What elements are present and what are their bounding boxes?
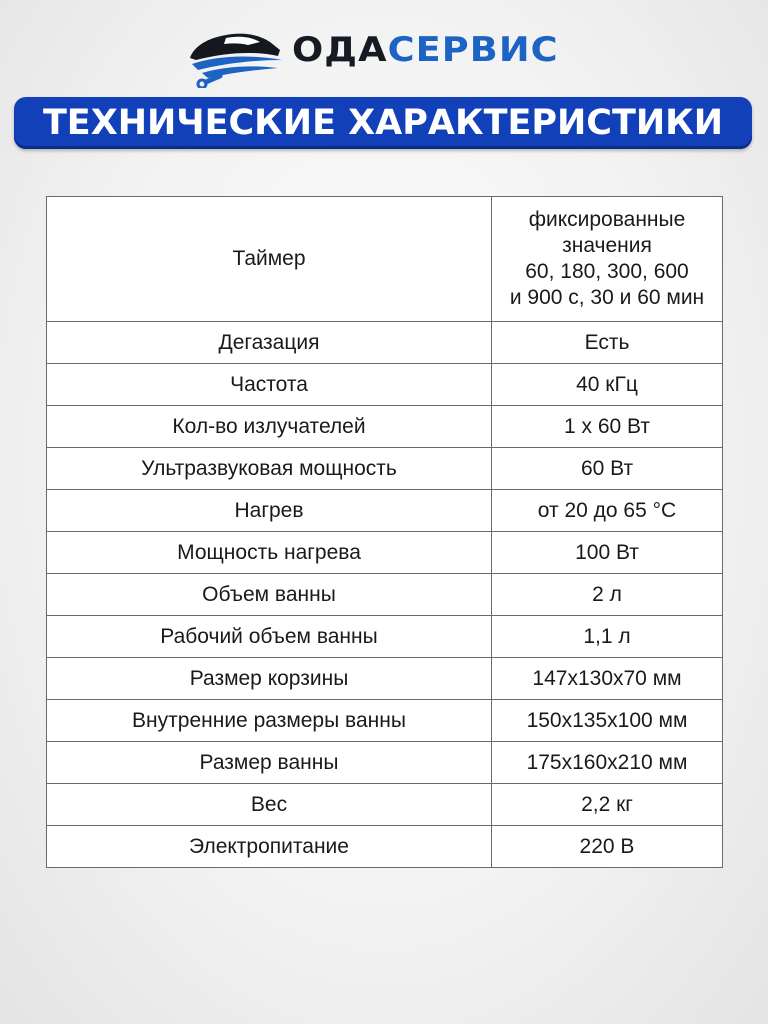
table-row: [47, 197, 723, 322]
table-row: [47, 448, 723, 490]
page-title: ТЕХНИЧЕСКИЕ ХАРАКТЕРИСТИКИ: [42, 103, 724, 143]
table-row: [47, 532, 723, 574]
spec-value: 147х130х70 мм: [492, 658, 723, 700]
brand-logo: [186, 24, 586, 88]
spec-value-line: фиксированные: [528, 208, 686, 231]
spec-value: 1 х 60 Вт: [492, 406, 723, 448]
spec-value: от 20 до 65 °С: [492, 490, 723, 532]
spec-label: Размер ванны: [47, 742, 492, 784]
brand-name-part2: СЕРВИС: [387, 30, 559, 70]
spec-value: 2 л: [492, 574, 723, 616]
table-row: [47, 658, 723, 700]
table-row: [47, 742, 723, 784]
spec-value-line: и 900 с, 30 и 60 мин: [509, 286, 705, 309]
spec-value: 40 кГц: [492, 364, 723, 406]
brand-name-part1: ОДА: [292, 30, 388, 70]
table-row: [47, 826, 723, 868]
table-row: [47, 784, 723, 826]
spec-label: Таймер: [47, 197, 492, 322]
table-row: [47, 616, 723, 658]
spec-value: 1,1 л: [492, 616, 723, 658]
table-row: [47, 364, 723, 406]
spec-value-line: 60, 180, 300, 600: [525, 260, 689, 283]
table-row: [47, 406, 723, 448]
spec-label: Размер корзины: [47, 658, 492, 700]
spec-label: Нагрев: [47, 490, 492, 532]
spec-label: Объем ванны: [47, 574, 492, 616]
table-row: [47, 574, 723, 616]
spec-label: Вес: [47, 784, 492, 826]
spec-label: Кол-во излучателей: [47, 406, 492, 448]
specs-table: [46, 196, 723, 868]
spec-value: 2,2 кг: [492, 784, 723, 826]
table-row: [47, 490, 723, 532]
spec-value: [492, 197, 723, 322]
brand-name: [292, 30, 559, 70]
spec-label: Ультразвуковая мощность: [47, 448, 492, 490]
table-row: [47, 322, 723, 364]
spec-value: Есть: [492, 322, 723, 364]
spec-value: 150х135х100 мм: [492, 700, 723, 742]
title-banner: [14, 97, 752, 149]
spec-label: Рабочий объем ванны: [47, 616, 492, 658]
spec-value: 220 В: [492, 826, 723, 868]
spec-value: 175х160х210 мм: [492, 742, 723, 784]
table-row: [47, 700, 723, 742]
spec-label: Дегазация: [47, 322, 492, 364]
spec-label: Внутренние размеры ванны: [47, 700, 492, 742]
spec-value-line: значения: [562, 234, 652, 257]
spec-value: 60 Вт: [492, 448, 723, 490]
spec-label: Частота: [47, 364, 492, 406]
car-wrench-logo-icon: [186, 24, 286, 88]
spec-label: Электропитание: [47, 826, 492, 868]
spec-value: 100 Вт: [492, 532, 723, 574]
spec-label: Мощность нагрева: [47, 532, 492, 574]
